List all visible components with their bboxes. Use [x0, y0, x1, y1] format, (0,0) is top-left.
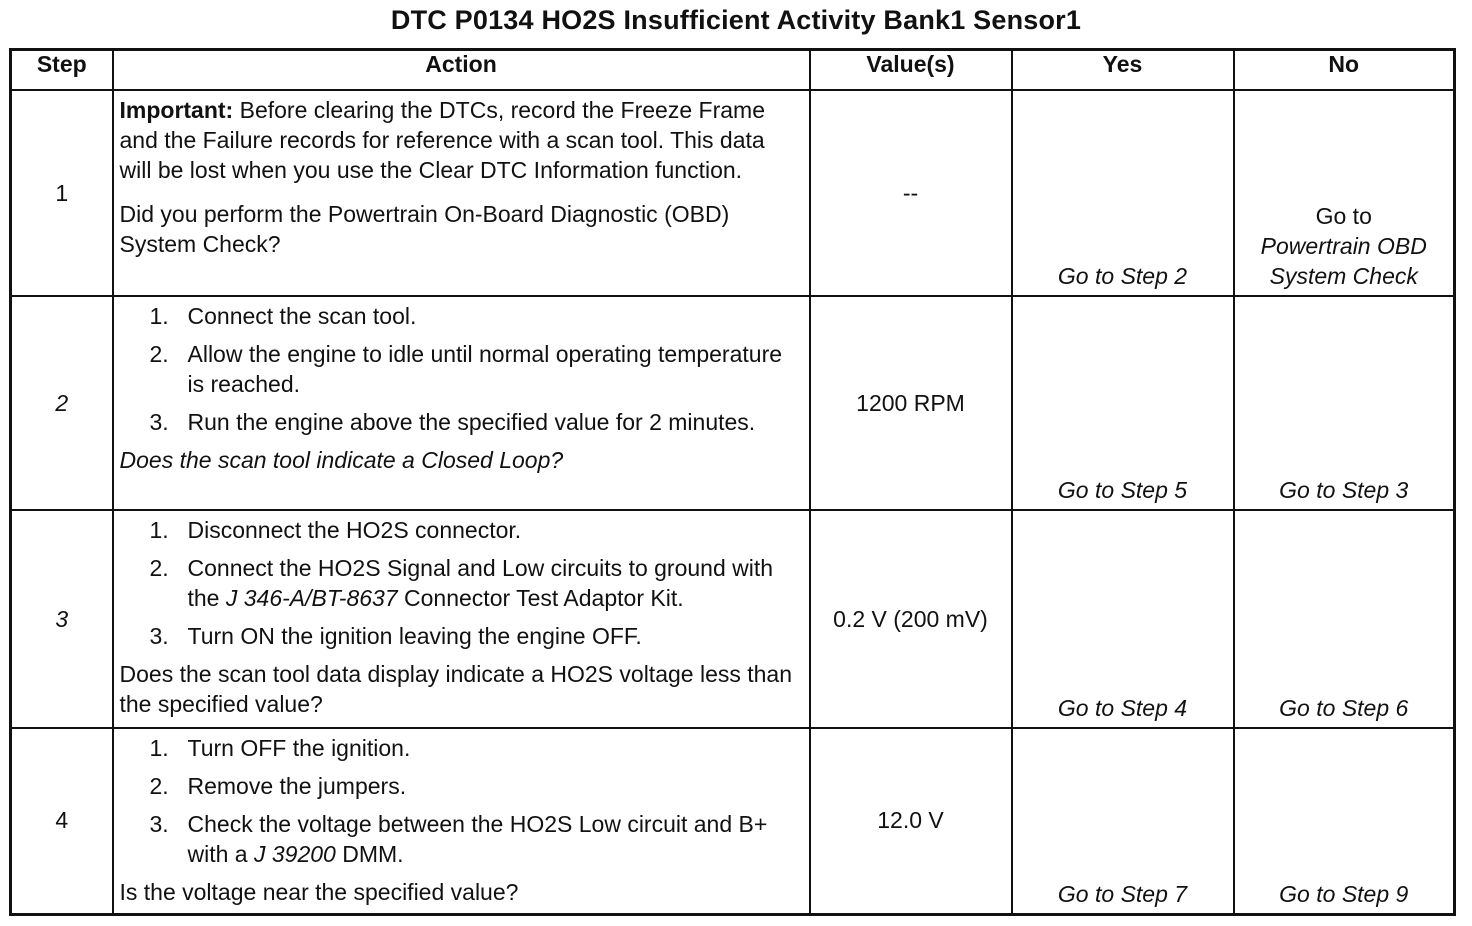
question-text: Is the voltage near the specified value?: [119, 879, 519, 905]
list-item: [120, 301, 803, 331]
action-cell: [113, 90, 810, 296]
header-values: Value(s): [810, 50, 1012, 91]
action-cell: [113, 510, 810, 728]
step-number: 3: [11, 510, 113, 728]
diagnostic-table: [9, 48, 1456, 916]
action-steps-list: [120, 301, 803, 437]
list-item: [120, 339, 803, 399]
list-item: [120, 621, 803, 651]
item-text: Disconnect the HO2S connector.: [187, 517, 522, 543]
item-text: Connect the scan tool.: [187, 303, 417, 329]
item-text: Turn OFF the ignition.: [187, 735, 411, 761]
tool-reference: J 39200: [253, 841, 336, 867]
item-text: Turn ON the ignition leaving the engine OFF.: [187, 623, 642, 649]
item-number: 2.: [149, 555, 169, 581]
list-item: [120, 553, 803, 613]
important-note: [120, 95, 803, 185]
action-cell: [113, 296, 810, 510]
item-number: 3.: [149, 811, 169, 837]
header-action: Action: [113, 50, 810, 91]
item-number: 3.: [149, 409, 169, 435]
no-link[interactable]: Go to Step 3: [1234, 296, 1455, 510]
question-text: Does the scan tool indicate a Closed Loop?: [119, 447, 564, 473]
item-text: DMM.: [335, 841, 404, 867]
header-yes: Yes: [1012, 50, 1234, 91]
step-number: 1: [11, 90, 113, 296]
action-cell: [113, 728, 810, 914]
important-text: Before clearing the DTCs, record the Freeze Frame and the Failure records for reference with a scan tool. This data will be lost when you use the Clear DTC Information function.: [119, 97, 765, 183]
action-steps-list: [120, 733, 803, 869]
no-link[interactable]: Go to Step 9: [1234, 728, 1455, 914]
value-cell: 12.0 V: [810, 728, 1012, 914]
question-text: Does the scan tool data display indicate a HO2S voltage less than the specified value?: [119, 661, 793, 717]
item-number: 1.: [149, 735, 169, 761]
item-text: Run the engine above the specified value for 2 minutes.: [187, 409, 756, 435]
item-number: 2.: [149, 341, 169, 367]
table-row: [11, 90, 1455, 296]
no-link[interactable]: [1234, 90, 1455, 296]
item-text: Remove the jumpers.: [187, 773, 407, 799]
value-cell: 1200 RPM: [810, 296, 1012, 510]
list-item: [120, 515, 803, 545]
item-number: 1.: [149, 517, 169, 543]
action-steps-list: [120, 515, 803, 651]
list-item: [120, 809, 803, 869]
item-text: Allow the engine to idle until normal operating temperature is reached.: [187, 341, 783, 397]
item-text: Connect the HO2S Signal and Low circuits to ground with the: [187, 555, 774, 611]
yes-link[interactable]: Go to Step 5: [1012, 296, 1234, 510]
value-cell: 0.2 V (200 mV): [810, 510, 1012, 728]
question-text: Did you perform the Powertrain On-Board Diagnostic (OBD) System Check?: [119, 201, 730, 257]
list-item: [120, 733, 803, 763]
no-link[interactable]: Go to Step 6: [1234, 510, 1455, 728]
item-text: Connector Test Adaptor Kit.: [397, 585, 684, 611]
header-step: Step: [11, 50, 113, 91]
no-link-prefix: Go to: [1315, 203, 1372, 229]
table-row: [11, 728, 1455, 914]
yes-link[interactable]: Go to Step 7: [1012, 728, 1234, 914]
header-no: No: [1234, 50, 1455, 91]
value-cell: --: [810, 90, 1012, 296]
item-number: 3.: [149, 623, 169, 649]
page-title: DTC P0134 HO2S Insufficient Activity Bank1 Sensor1: [390, 5, 1082, 35]
item-number: 1.: [149, 303, 169, 329]
table-row: [11, 510, 1455, 728]
list-item: [120, 407, 803, 437]
tool-reference: J 346-A/BT-8637: [225, 585, 398, 611]
yes-link[interactable]: Go to Step 2: [1012, 90, 1234, 296]
no-link-target[interactable]: Powertrain OBD System Check: [1260, 233, 1427, 289]
step-number: 4: [11, 728, 113, 914]
step-number: 2: [11, 296, 113, 510]
important-label: Important:: [119, 97, 234, 123]
yes-link[interactable]: Go to Step 4: [1012, 510, 1234, 728]
table-header-row: [11, 50, 1455, 91]
item-text: Check the voltage between the HO2S Low circuit and B+ with a: [187, 811, 768, 867]
item-number: 2.: [149, 773, 169, 799]
list-item: [120, 771, 803, 801]
table-row: [11, 296, 1455, 510]
